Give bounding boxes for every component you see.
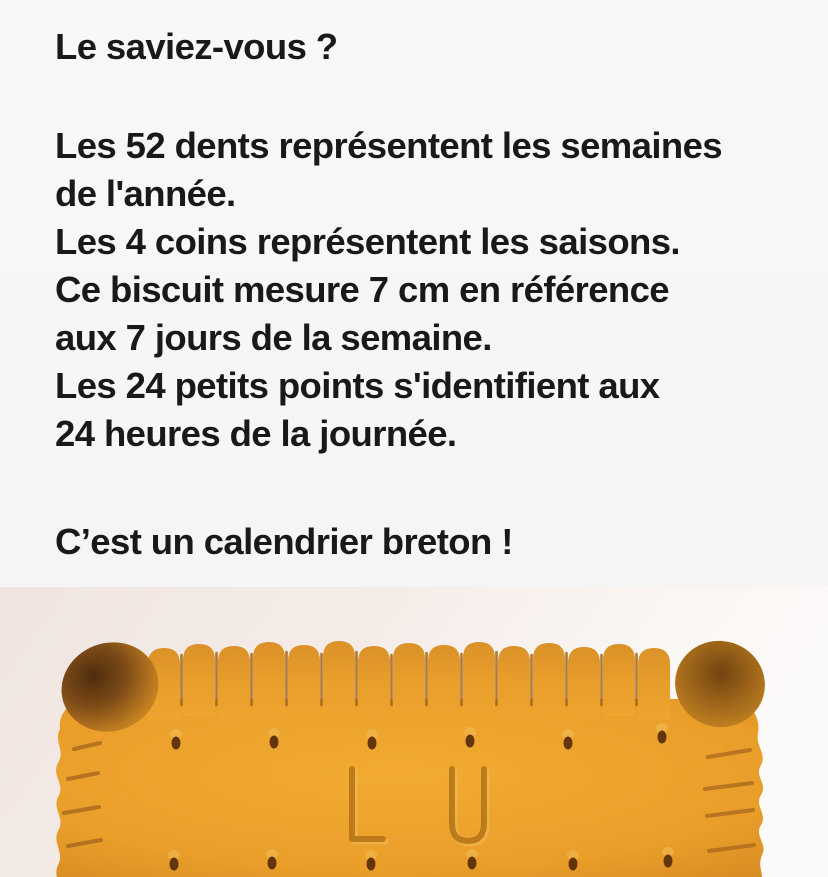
body-line: Ce biscuit mesure 7 cm en référence [55, 269, 669, 310]
tooth [428, 645, 460, 717]
tooth [568, 647, 600, 719]
footer-line: C’est un calendrier breton ! [55, 521, 513, 562]
body-line: 24 heures de la journée. [55, 413, 457, 454]
body-line: Les 24 petits points s'identifient aux [55, 365, 660, 406]
biscuit-photo-svg [0, 587, 828, 877]
tooth [288, 645, 320, 717]
tooth [533, 643, 565, 715]
tooth [218, 646, 250, 718]
title: Le saviez-vous ? [55, 26, 338, 67]
tooth [603, 644, 635, 716]
tooth [323, 641, 355, 713]
tooth [498, 646, 530, 718]
tooth [358, 646, 390, 718]
body-paragraph [55, 122, 808, 458]
body-line: aux 7 jours de la semaine. [55, 317, 492, 358]
body-line: Les 52 dents représentent les semaines [55, 125, 722, 166]
tooth [638, 648, 670, 720]
tooth [393, 643, 425, 715]
body-line: de l'année. [55, 173, 236, 214]
tooth [253, 642, 285, 714]
biscuit-teeth [148, 641, 670, 720]
body-line: Les 4 coins représentent les saisons. [55, 221, 680, 262]
tooth [463, 642, 495, 714]
biscuit-photo [0, 587, 828, 877]
tooth [183, 644, 215, 716]
